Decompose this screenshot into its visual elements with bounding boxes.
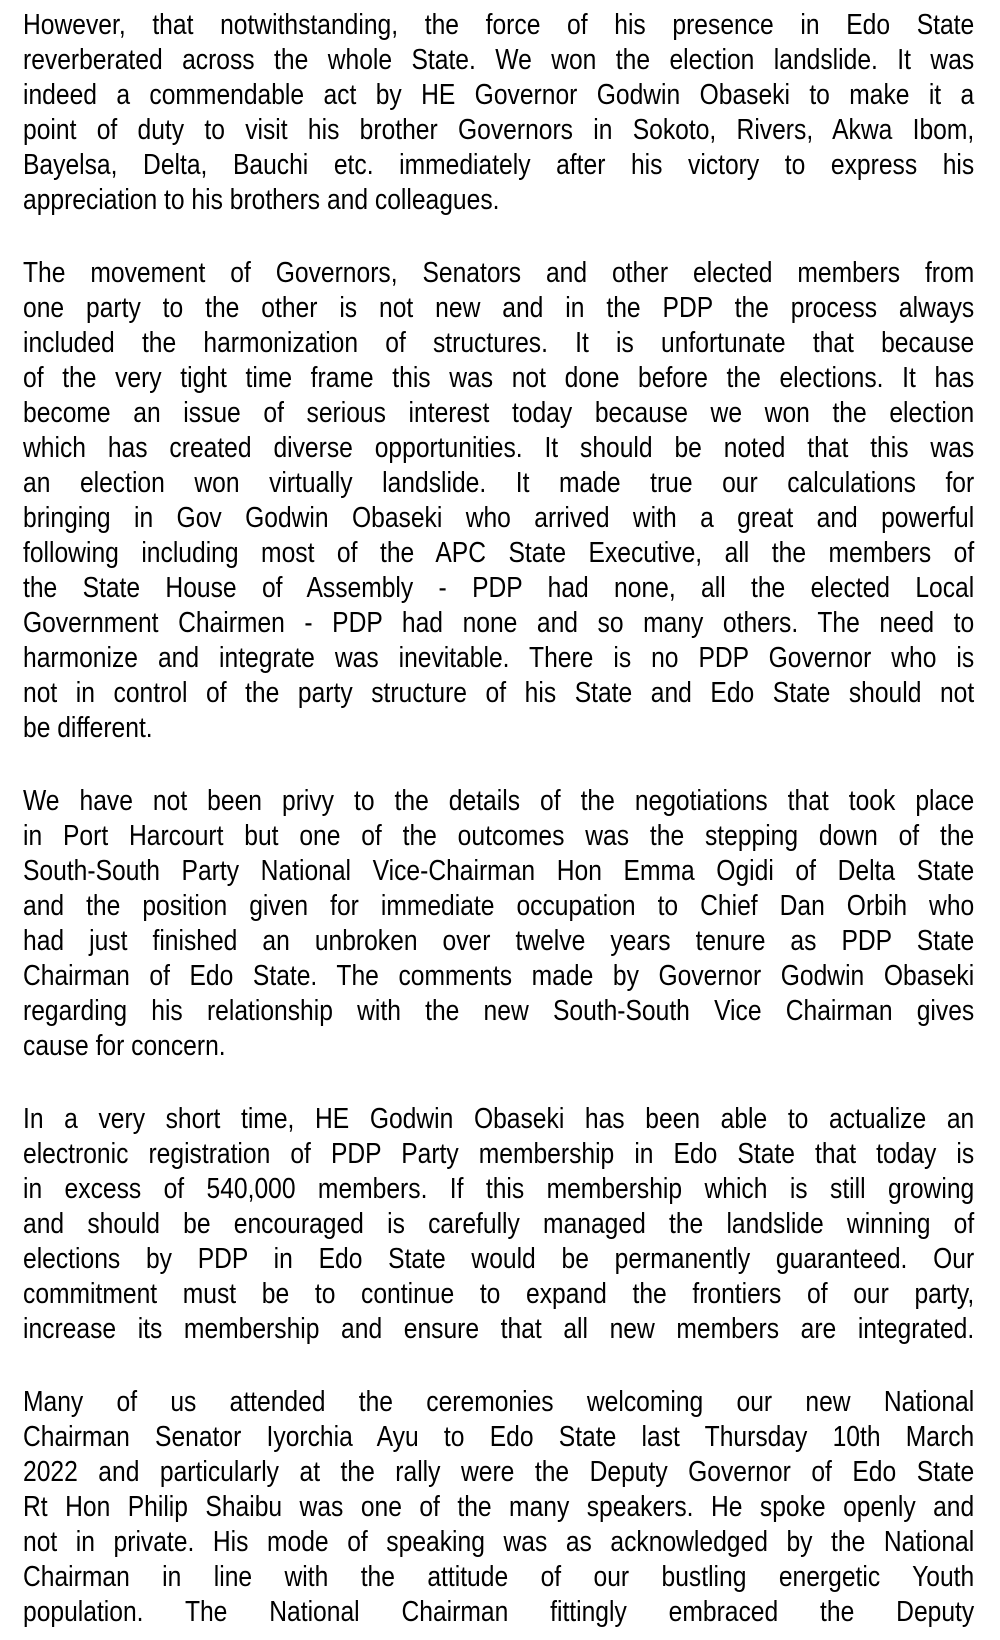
text-line: Many of us attended the ceremonies welcoming our new National bbox=[23, 1386, 975, 1418]
text-line: However, that notwithstanding, the force of his presence in Edo State bbox=[23, 9, 975, 41]
paragraph bbox=[23, 1102, 974, 1347]
text-line: The movement of Governors, Senators and other elected members from bbox=[23, 257, 975, 289]
paragraph bbox=[23, 8, 974, 218]
text-line: commitment must be to continue to expand the frontiers of our party, bbox=[23, 1278, 975, 1310]
text-line: one party to the other is not new and in the PDP the process always bbox=[23, 292, 975, 324]
text-line: had just finished an unbroken over twelve years tenure as PDP State bbox=[23, 925, 975, 957]
text-line: Chairman of Edo State. The comments made by Governor Godwin Obaseki bbox=[23, 960, 975, 992]
text-line: regarding his relationship with the new South-South Vice Chairman gives bbox=[23, 995, 975, 1027]
text-line: In a very short time, HE Godwin Obaseki has been able to actualize an bbox=[23, 1103, 975, 1135]
text-line: in excess of 540,000 members. If this membership which is still growing bbox=[23, 1173, 975, 1205]
text-line: indeed a commendable act by HE Governor Godwin Obaseki to make it a bbox=[23, 79, 975, 111]
text-line: South-South Party National Vice-Chairman Hon Emma Ogidi of Delta State bbox=[23, 855, 975, 887]
text-line: not in control of the party structure of his State and Edo State should not bbox=[23, 677, 975, 709]
text-line: become an issue of serious interest today because we won the election bbox=[23, 397, 975, 429]
paragraph bbox=[23, 256, 974, 746]
text-line: the State House of Assembly - PDP had none, all the elected Local bbox=[23, 572, 975, 604]
text-line: electronic registration of PDP Party membership in Edo State that today is bbox=[23, 1138, 975, 1170]
text-line: included the harmonization of structures. It is unfortunate that because bbox=[23, 327, 975, 359]
paragraph bbox=[23, 784, 974, 1064]
text-line: elections by PDP in Edo State would be permanently guaranteed. Our bbox=[23, 1243, 975, 1275]
text-line: Rt Hon Philip Shaibu was one of the many speakers. He spoke openly and bbox=[23, 1491, 975, 1523]
text-line: which has created diverse opportunities. It should be noted that this was bbox=[23, 432, 975, 464]
text-line: harmonize and integrate was inevitable. There is no PDP Governor who is bbox=[23, 642, 975, 674]
document-text bbox=[23, 8, 974, 1630]
text-line: and should be encouraged is carefully managed the landslide winning of bbox=[23, 1208, 975, 1240]
text-line: and the position given for immediate occupation to Chief Dan Orbih who bbox=[23, 890, 975, 922]
text-line: Government Chairmen - PDP had none and so many others. The need to bbox=[23, 607, 975, 639]
text-line: We have not been privy to the details of the negotiations that took place bbox=[23, 785, 975, 817]
text-line: be different. bbox=[23, 712, 153, 744]
text-line: an election won virtually landslide. It made true our calculations for bbox=[23, 467, 975, 499]
text-line: of the very tight time frame this was not done before the elections. It has bbox=[23, 362, 975, 394]
text-line: cause for concern. bbox=[23, 1030, 226, 1062]
text-line: in Port Harcourt but one of the outcomes was the stepping down of the bbox=[23, 820, 975, 852]
text-line: not in private. His mode of speaking was as acknowledged by the National bbox=[23, 1526, 975, 1558]
text-line: reverberated across the whole State. We won the election landslide. It was bbox=[23, 44, 975, 76]
text-line: appreciation to his brothers and colleagues. bbox=[23, 184, 500, 216]
text-line: Bayelsa, Delta, Bauchi etc. immediately after his victory to express his bbox=[23, 149, 975, 181]
text-line: Chairman in line with the attitude of our bustling energetic Youth bbox=[23, 1561, 975, 1593]
text-line: following including most of the APC State Executive, all the members of bbox=[23, 537, 975, 569]
text-line: bringing in Gov Godwin Obaseki who arrived with a great and powerful bbox=[23, 502, 975, 534]
paragraph bbox=[23, 1385, 974, 1630]
text-line: population. The National Chairman fittingly embraced the Deputy bbox=[23, 1596, 975, 1628]
text-line: increase its membership and ensure that all new members are integrated. bbox=[23, 1313, 975, 1345]
text-line: 2022 and particularly at the rally were the Deputy Governor of Edo State bbox=[23, 1456, 975, 1488]
text-line: point of duty to visit his brother Governors in Sokoto, Rivers, Akwa Ibom, bbox=[23, 114, 975, 146]
text-line: Chairman Senator Iyorchia Ayu to Edo State last Thursday 10th March bbox=[23, 1421, 975, 1453]
